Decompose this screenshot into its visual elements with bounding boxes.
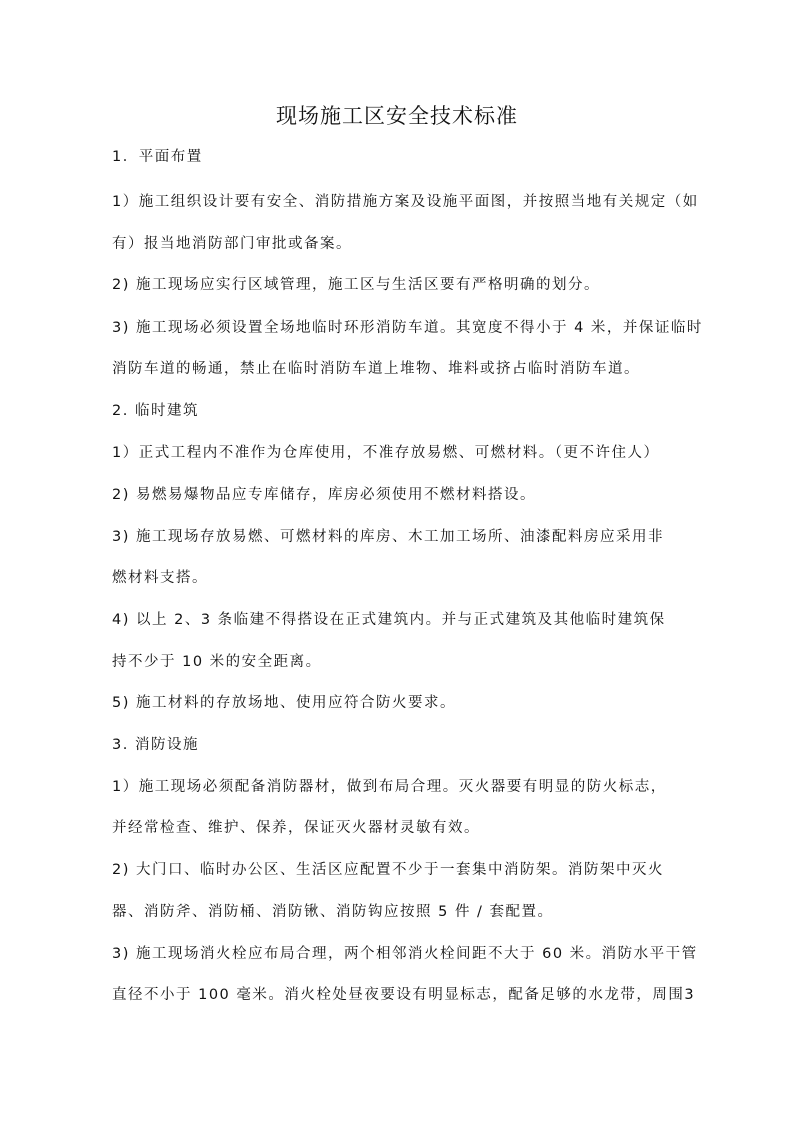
paragraph-line: 消防车道的畅通，禁止在临时消防车道上堆物、堆料或挤占临时消防车道。 bbox=[112, 361, 640, 377]
section-heading-fire-facilities: 3. 消防设施 bbox=[112, 737, 199, 753]
paragraph-line: 1）施工现场必须配备消防器材，做到布局合理。灭火器要有明显的防火标志， bbox=[112, 779, 667, 795]
section-heading-layout: 1．平面布置 bbox=[112, 149, 203, 165]
paragraph-line: 直径不小于 100 毫米。消火栓处昼夜要设有明显标志，配备足够的水龙带，周围3 bbox=[112, 987, 696, 1003]
section-heading-temporary-buildings: 2. 临时建筑 bbox=[112, 403, 199, 419]
paragraph-line: 2) 大门口、临时办公区、生活区应配置不少于一套集中消防架。消防架中灭火 bbox=[112, 862, 664, 878]
paragraph-line: 3) 施工现场存放易燃、可燃材料的库房、木工加工场所、油漆配料房应采用非 bbox=[112, 529, 664, 545]
paragraph-line: 持不少于 10 米的安全距离。 bbox=[112, 654, 322, 670]
paragraph-line: 并经常检查、维护、保养，保证灭火器材灵敏有效。 bbox=[112, 820, 480, 836]
paragraph-line: 有）报当地消防部门审批或备案。 bbox=[112, 236, 352, 252]
paragraph-line: 2) 易燃易爆物品应专库储存，库房必须使用不燃材料搭设。 bbox=[112, 487, 536, 503]
paragraph-line: 2) 施工现场应实行区域管理，施工区与生活区要有严格明确的划分。 bbox=[112, 277, 600, 293]
paragraph-line: 器、消防斧、消防桶、消防锹、消防钩应按照 5 件 / 套配置。 bbox=[112, 904, 554, 920]
paragraph-line: 3) 施工现场消火栓应布局合理，两个相邻消火栓间距不大于 60 米。消防水平干管 bbox=[112, 946, 698, 962]
paragraph-line: 1）正式工程内不准作为仓库使用，不准存放易燃、可燃材料。（更不许住人） bbox=[112, 445, 660, 461]
document-title: 现场施工区安全技术标准 bbox=[276, 104, 518, 128]
paragraph-line: 燃材料支搭。 bbox=[112, 570, 208, 586]
paragraph-line: 4) 以上 2、3 条临建不得搭设在正式建筑内。并与正式建筑及其他临时建筑保 bbox=[112, 612, 666, 628]
paragraph-line: 5) 施工材料的存放场地、使用应符合防火要求。 bbox=[112, 695, 456, 711]
paragraph-line: 1）施工组织设计要有安全、消防措施方案及设施平面图，并按照当地有关规定（如 bbox=[112, 194, 699, 210]
paragraph-line: 3) 施工现场必须设置全场地临时环形消防车道。其宽度不得小于 4 米，并保证临时 bbox=[112, 320, 703, 336]
